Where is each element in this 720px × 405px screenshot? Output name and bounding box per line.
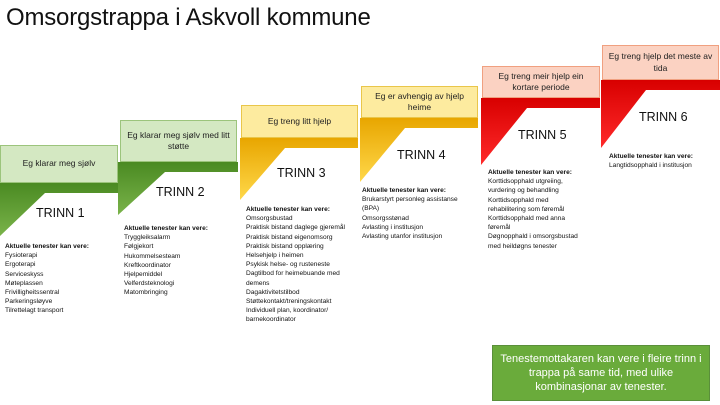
service-item: Støttekontakt/treningskontakt xyxy=(246,298,332,306)
step-3-services-header: Aktuelle tenester kan vere: xyxy=(246,206,330,213)
service-item: Praktisk bistand eigenomsorg xyxy=(246,233,333,241)
service-item: Matombringing xyxy=(124,289,168,297)
service-item: Kreftkoordinator xyxy=(124,261,171,269)
service-item: Hukommelsesteam xyxy=(124,252,181,260)
step-4-label: Eg er avhengig av hjelp heime xyxy=(361,86,478,118)
service-item: demens xyxy=(246,279,270,287)
service-item: Parkeringsløyve xyxy=(5,298,53,306)
step-2-services xyxy=(124,224,208,298)
step-1-services-header: Aktuelle tenester kan vere: xyxy=(5,243,89,250)
service-item: Helsehjelp i heimen xyxy=(246,252,304,260)
service-item: Praktisk bistand opplæring xyxy=(246,242,324,250)
service-item: Individuell plan, koordinator/ xyxy=(246,307,329,315)
step-6-services-header: Aktuelle tenester kan vere: xyxy=(609,153,693,160)
service-item: Ergoterapi xyxy=(5,261,36,269)
step-3-trinn: TRINN 3 xyxy=(277,166,326,180)
service-item: Omsorgsstønad xyxy=(362,214,409,222)
step-6-services xyxy=(609,152,693,170)
step-1-services xyxy=(5,242,89,316)
service-item: Velferdsteknologi xyxy=(124,280,175,288)
service-item: Døgnopphald i omsorgsbustad xyxy=(488,233,578,241)
service-item: Hjelpemiddel xyxy=(124,271,163,279)
step-2-label: Eg klarar meg sjølv med litt støtte xyxy=(120,120,237,162)
step-4-services xyxy=(362,186,458,241)
service-item: Praktisk bistand daglege gjeremål xyxy=(246,224,345,232)
service-item: Tryggleiksalarm xyxy=(124,234,171,242)
step-5-services-header: Aktuelle tenester kan vere: xyxy=(488,169,572,176)
service-item: Tilrettelagt transport xyxy=(5,307,64,315)
service-item: (BPA) xyxy=(362,205,380,213)
service-item: Korttidsopphald med xyxy=(488,196,549,204)
step-1-label: Eg klarar meg sjølv xyxy=(0,145,118,183)
service-item: Omsorgsbustad xyxy=(246,215,293,223)
service-item: Serviceskyss xyxy=(5,270,44,278)
service-item: Avlasting i institusjon xyxy=(362,223,424,231)
page-title: Omsorgstrappa i Askvoll kommune xyxy=(6,4,371,31)
service-item: Psykisk helse- og rusteneste xyxy=(246,261,330,269)
step-2-trinn: TRINN 2 xyxy=(156,185,205,199)
step-4-services-header: Aktuelle tenester kan vere: xyxy=(362,187,446,194)
step-4-trinn: TRINN 4 xyxy=(397,148,446,162)
step-3-label: Eg treng litt hjelp xyxy=(241,105,358,138)
service-item: barnekoordinator xyxy=(246,316,296,324)
service-item: Møteplassen xyxy=(5,279,43,287)
service-item: vurdering og behandling xyxy=(488,187,559,195)
service-item: Langtidsopphald i institusjon xyxy=(609,162,692,170)
step-3-services xyxy=(246,205,345,325)
service-item: med heildøgns tenester xyxy=(488,242,557,250)
step-2-services-header: Aktuelle tenester kan vere: xyxy=(124,225,208,232)
step-6-trinn: TRINN 6 xyxy=(639,110,688,124)
service-item: Frivilligheitssentral xyxy=(5,289,60,297)
step-5-label: Eg treng meir hjelp ein kortare periode xyxy=(482,66,600,98)
service-item: Dagaktivitetstilbod xyxy=(246,288,300,296)
step-1-trinn: TRINN 1 xyxy=(36,206,85,220)
service-item: Brukarstyrt personleg assistanse xyxy=(362,196,458,204)
service-item: Fysioterapi xyxy=(5,252,38,260)
service-item: Dagtilbod for heimebuande med xyxy=(246,270,340,278)
step-5-trinn: TRINN 5 xyxy=(518,128,567,142)
service-item: Følgjekort xyxy=(124,243,154,251)
service-item: Avlasting utanfor institusjon xyxy=(362,233,443,241)
service-item: Korttidsopphald med anna xyxy=(488,215,565,223)
service-item: Korttidsopphald utgreiing, xyxy=(488,178,563,186)
info-note: Tenestemottakaren kan vere i fleire trinn i trappa på same tid, med ulike kombinasjonar av tenester. xyxy=(492,345,710,401)
service-item: føremål xyxy=(488,224,511,232)
step-5-services xyxy=(488,168,578,251)
service-item: rehabilitering som føremål xyxy=(488,205,565,213)
step-6-label: Eg treng hjelp det meste av tida xyxy=(602,45,719,80)
